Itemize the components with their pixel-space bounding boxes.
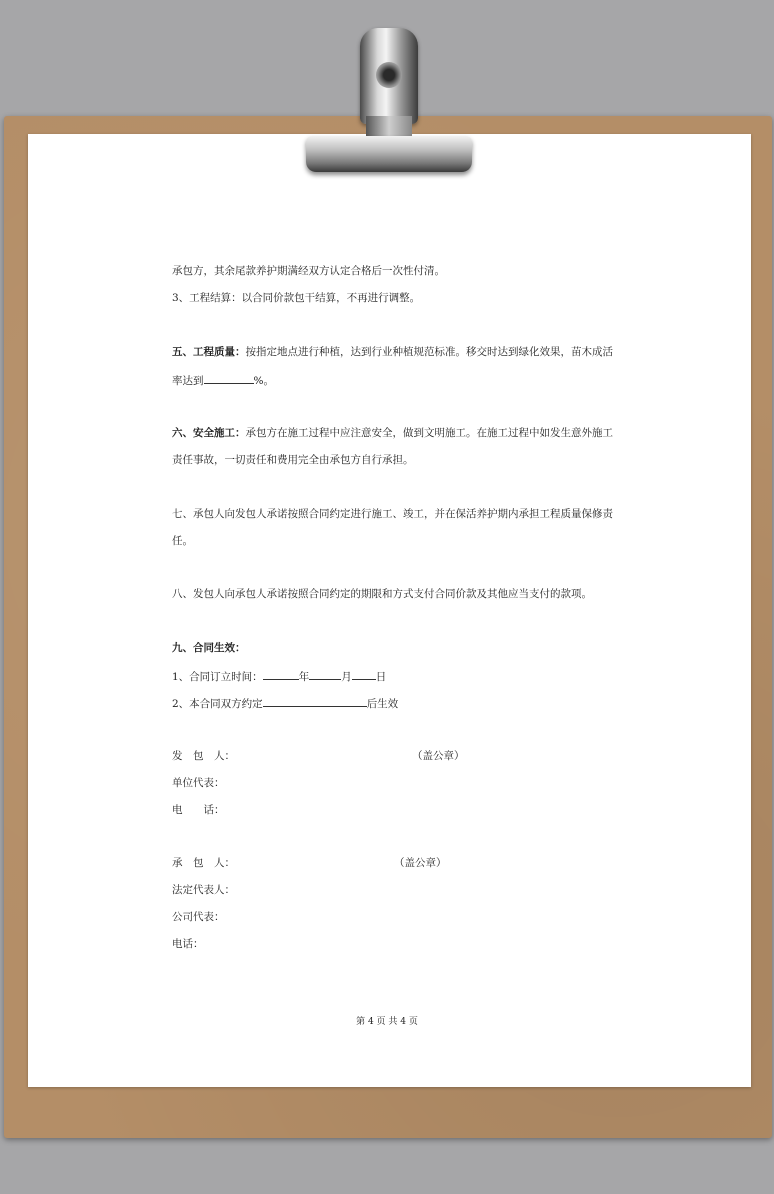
label: 后生效 — [366, 698, 399, 710]
effective-line — [172, 695, 398, 711]
section-8: 八、发包人向承包人承诺按照合同约定的期限和方式支付合同价款及其他应当支付的款项。 — [172, 588, 592, 600]
fill-blank — [204, 372, 254, 384]
section-7: 七、承包人向发包人承诺按照合同约定进行施工、竣工，并在保活养护期内承担工程质量保修责 — [172, 508, 613, 520]
party-a-label: 发 包 人： — [172, 750, 235, 762]
clip-base — [306, 136, 472, 172]
page-number: 第 4 页 共 4 页 — [356, 1017, 418, 1027]
section-text: 率达到 — [172, 375, 204, 387]
party-a-seal: （盖公章） — [412, 750, 465, 762]
sign-date-line — [172, 668, 386, 684]
company-rep-label: 公司代表： — [172, 911, 225, 923]
phone-a-label: 电 话： — [172, 804, 225, 816]
section-heading: 六、安全施工： — [172, 427, 246, 439]
phone-b-label: 电话： — [172, 938, 204, 950]
label: 月 — [341, 671, 352, 683]
section-9-heading: 九、合同生效： — [172, 642, 246, 654]
fill-blank — [352, 668, 376, 680]
text-line: 任。 — [172, 535, 193, 547]
label: 1、合同订立时间： — [172, 671, 263, 683]
section-5-cont — [172, 372, 274, 388]
text-line: 承包方，其余尾款养护期满经双方认定合格后一次性付清。 — [172, 265, 445, 277]
party-b-label: 承 包 人： — [172, 857, 235, 869]
fill-blank — [309, 668, 341, 680]
legal-rep-label: 法定代表人： — [172, 884, 235, 896]
text-line: 3、工程结算：以合同价款包干结算，不再进行调整。 — [172, 292, 421, 304]
section-text: 按指定地点进行种植，达到行业种植规范标准。移交时达到绿化效果，苗木成活 — [245, 346, 613, 358]
fill-blank — [263, 668, 299, 680]
section-text: 承包方在施工过程中应注意安全，做到文明施工。在施工过程中如发生意外施工 — [245, 427, 613, 439]
section-6 — [172, 426, 613, 440]
label: 年 — [298, 671, 310, 683]
section-5 — [172, 345, 613, 359]
section-text: %。 — [253, 375, 274, 387]
binder-clip — [296, 24, 478, 176]
text-line: 责任事故，一切责任和费用完全由承包方自行承担。 — [172, 454, 414, 466]
clip-hole — [376, 62, 402, 88]
party-b-seal: （盖公章） — [394, 857, 447, 869]
label: 2、本合同双方约定 — [172, 698, 263, 710]
fill-blank — [263, 695, 367, 707]
label: 日 — [375, 671, 387, 683]
section-heading: 五、工程质量： — [172, 346, 246, 358]
unit-rep-label: 单位代表： — [172, 777, 225, 789]
